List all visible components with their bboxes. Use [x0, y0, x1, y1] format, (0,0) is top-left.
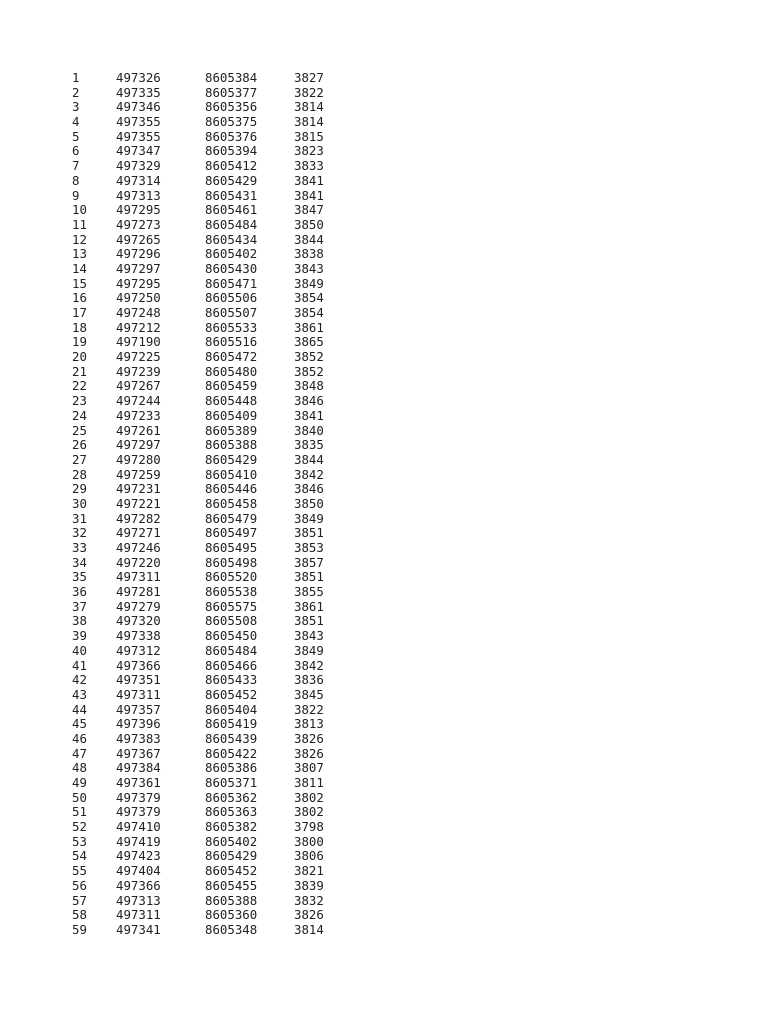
value-b-cell: 8605484 — [205, 642, 258, 658]
value-b-cell: 8605533 — [205, 319, 258, 335]
row-index-cell: 32 — [72, 525, 87, 541]
value-b-cell: 8605461 — [205, 202, 258, 218]
value-b-cell: 8605455 — [205, 877, 258, 893]
value-b-cell: 8605450 — [205, 628, 258, 644]
row-index-cell: 40 — [72, 642, 87, 658]
value-a-cell: 497233 — [116, 407, 161, 423]
value-b-cell: 8605376 — [205, 128, 258, 144]
value-b-cell: 8605419 — [205, 716, 258, 732]
value-b-cell: 8605389 — [205, 422, 258, 438]
row-index-cell: 5 — [72, 128, 80, 144]
value-c-cell: 3840 — [294, 422, 324, 438]
row-index-cell: 4 — [72, 114, 80, 130]
value-c-cell: 3798 — [294, 819, 324, 835]
value-a-cell: 497357 — [116, 701, 161, 717]
row-index-cell: 28 — [72, 466, 87, 482]
row-index-cell: 22 — [72, 378, 87, 394]
value-b-cell: 8605360 — [205, 907, 258, 923]
row-index-cell: 8 — [72, 172, 80, 188]
row-index-cell: 45 — [72, 716, 87, 732]
row-index-cell: 27 — [72, 451, 87, 467]
value-a-cell: 497250 — [116, 290, 161, 306]
row-index-cell: 44 — [72, 701, 87, 717]
value-b-cell: 8605384 — [205, 70, 258, 85]
value-b-cell: 8605507 — [205, 305, 258, 320]
value-b-cell: 8605362 — [205, 789, 258, 805]
value-b-cell: 8605409 — [205, 407, 258, 423]
row-index-cell: 10 — [72, 202, 87, 218]
row-index-cell: 55 — [72, 863, 87, 879]
value-b-cell: 8605404 — [205, 701, 258, 717]
value-c-cell: 3839 — [294, 877, 324, 893]
value-a-cell: 497366 — [116, 657, 161, 673]
value-a-cell: 497384 — [116, 760, 161, 776]
value-a-cell: 497326 — [116, 70, 161, 85]
value-c-cell: 3854 — [294, 305, 324, 320]
value-c-cell: 3861 — [294, 598, 324, 614]
value-b-cell: 8605575 — [205, 598, 258, 614]
value-a-cell: 497329 — [116, 158, 161, 174]
value-a-cell: 497320 — [116, 613, 161, 629]
value-b-cell: 8605471 — [205, 275, 258, 291]
value-a-cell: 497239 — [116, 363, 161, 379]
value-a-cell: 497259 — [116, 466, 161, 482]
row-index-cell: 23 — [72, 393, 87, 409]
value-a-cell: 497280 — [116, 451, 161, 467]
value-c-cell: 3843 — [294, 260, 324, 276]
row-index-cell: 12 — [72, 231, 87, 247]
value-b-cell: 8605520 — [205, 569, 258, 585]
value-c-cell: 3843 — [294, 628, 324, 644]
value-b-cell: 8605430 — [205, 260, 258, 276]
value-c-cell: 3807 — [294, 760, 324, 776]
value-a-cell: 497244 — [116, 393, 161, 409]
value-c-cell: 3814 — [294, 921, 324, 937]
value-b-cell: 8605348 — [205, 921, 258, 937]
value-a-cell: 497225 — [116, 349, 161, 365]
row-index-cell: 53 — [72, 833, 87, 849]
value-b-cell: 8605497 — [205, 525, 258, 541]
value-c-cell: 3842 — [294, 657, 324, 673]
value-b-cell: 8605386 — [205, 760, 258, 776]
row-index-cell: 34 — [72, 554, 87, 570]
row-index-cell: 41 — [72, 657, 87, 673]
value-b-cell: 8605506 — [205, 290, 258, 306]
value-b-cell: 8605452 — [205, 686, 258, 702]
value-a-cell: 497265 — [116, 231, 161, 247]
value-c-cell: 3814 — [294, 99, 324, 115]
row-index-cell: 38 — [72, 613, 87, 629]
value-b-cell: 8605402 — [205, 246, 258, 262]
value-b-cell: 8605410 — [205, 466, 258, 482]
value-a-cell: 497346 — [116, 99, 161, 115]
value-c-cell: 3822 — [294, 701, 324, 717]
value-c-cell: 3813 — [294, 716, 324, 732]
value-c-cell: 3822 — [294, 84, 324, 100]
row-index-cell: 9 — [72, 187, 80, 203]
value-b-cell: 8605402 — [205, 833, 258, 849]
value-a-cell: 497366 — [116, 877, 161, 893]
value-a-cell: 497383 — [116, 730, 161, 746]
row-index-cell: 50 — [72, 789, 87, 805]
value-a-cell: 497295 — [116, 202, 161, 218]
value-b-cell: 8605356 — [205, 99, 258, 115]
row-index-cell: 26 — [72, 437, 87, 453]
row-index-cell: 13 — [72, 246, 87, 262]
value-c-cell: 3849 — [294, 275, 324, 291]
value-a-cell: 497379 — [116, 789, 161, 805]
row-index-cell: 31 — [72, 510, 87, 526]
value-b-cell: 8605377 — [205, 84, 258, 100]
value-a-cell: 497281 — [116, 584, 161, 600]
value-b-cell: 8605394 — [205, 143, 258, 159]
row-index-cell: 33 — [72, 540, 87, 555]
value-b-cell: 8605498 — [205, 554, 258, 570]
value-a-cell: 497221 — [116, 495, 161, 511]
value-c-cell: 3849 — [294, 642, 324, 658]
value-b-cell: 8605538 — [205, 584, 258, 600]
value-b-cell: 8605382 — [205, 819, 258, 835]
value-c-cell: 3826 — [294, 907, 324, 923]
value-c-cell: 3841 — [294, 172, 324, 188]
value-a-cell: 497404 — [116, 863, 161, 879]
value-c-cell: 3854 — [294, 290, 324, 306]
value-a-cell: 497296 — [116, 246, 161, 262]
value-b-cell: 8605480 — [205, 363, 258, 379]
value-a-cell: 497379 — [116, 804, 161, 820]
value-b-cell: 8605466 — [205, 657, 258, 673]
value-a-cell: 497313 — [116, 187, 161, 203]
value-a-cell: 497367 — [116, 745, 161, 761]
row-index-cell: 52 — [72, 819, 87, 835]
value-a-cell: 497311 — [116, 569, 161, 585]
value-a-cell: 497338 — [116, 628, 161, 644]
value-b-cell: 8605508 — [205, 613, 258, 629]
value-b-cell: 8605412 — [205, 158, 258, 174]
value-a-cell: 497410 — [116, 819, 161, 835]
value-b-cell: 8605371 — [205, 775, 258, 790]
value-a-cell: 497396 — [116, 716, 161, 732]
value-a-cell: 497297 — [116, 437, 161, 453]
value-a-cell: 497231 — [116, 481, 161, 497]
value-b-cell: 8605472 — [205, 349, 258, 365]
value-b-cell: 8605433 — [205, 672, 258, 688]
value-c-cell: 3815 — [294, 128, 324, 144]
value-a-cell: 497423 — [116, 848, 161, 864]
value-b-cell: 8605448 — [205, 393, 258, 409]
value-a-cell: 497267 — [116, 378, 161, 394]
value-a-cell: 497282 — [116, 510, 161, 526]
value-b-cell: 8605495 — [205, 540, 258, 555]
value-c-cell: 3814 — [294, 114, 324, 130]
value-c-cell: 3841 — [294, 407, 324, 423]
row-index-cell: 47 — [72, 745, 87, 761]
value-c-cell: 3842 — [294, 466, 324, 482]
row-index-cell: 7 — [72, 158, 80, 174]
value-a-cell: 497297 — [116, 260, 161, 276]
value-c-cell: 3821 — [294, 863, 324, 879]
value-c-cell: 3823 — [294, 143, 324, 159]
value-b-cell: 8605516 — [205, 334, 258, 350]
value-c-cell: 3849 — [294, 510, 324, 526]
value-b-cell: 8605429 — [205, 848, 258, 864]
value-c-cell: 3855 — [294, 584, 324, 600]
value-a-cell: 497279 — [116, 598, 161, 614]
value-c-cell: 3850 — [294, 495, 324, 511]
value-c-cell: 3847 — [294, 202, 324, 218]
row-index-cell: 24 — [72, 407, 87, 423]
value-a-cell: 497295 — [116, 275, 161, 291]
value-a-cell: 497312 — [116, 642, 161, 658]
row-index-cell: 29 — [72, 481, 87, 497]
row-index-cell: 6 — [72, 143, 80, 159]
row-index-cell: 17 — [72, 305, 87, 320]
value-c-cell: 3811 — [294, 775, 324, 790]
value-a-cell: 497313 — [116, 892, 161, 908]
row-index-cell: 35 — [72, 569, 87, 585]
value-c-cell: 3833 — [294, 158, 324, 174]
row-index-cell: 43 — [72, 686, 87, 702]
value-a-cell: 497261 — [116, 422, 161, 438]
value-b-cell: 8605375 — [205, 114, 258, 130]
row-index-cell: 39 — [72, 628, 87, 644]
value-c-cell: 3838 — [294, 246, 324, 262]
row-index-cell: 59 — [72, 921, 87, 937]
row-index-cell: 49 — [72, 775, 87, 790]
value-c-cell: 3844 — [294, 231, 324, 247]
value-a-cell: 497361 — [116, 775, 161, 790]
value-b-cell: 8605431 — [205, 187, 258, 203]
value-c-cell: 3835 — [294, 437, 324, 453]
value-c-cell: 3845 — [294, 686, 324, 702]
value-a-cell: 497419 — [116, 833, 161, 849]
value-b-cell: 8605434 — [205, 231, 258, 247]
value-c-cell: 3806 — [294, 848, 324, 864]
value-a-cell: 497341 — [116, 921, 161, 937]
value-b-cell: 8605484 — [205, 216, 258, 232]
value-b-cell: 8605458 — [205, 495, 258, 511]
value-b-cell: 8605479 — [205, 510, 258, 526]
value-a-cell: 497248 — [116, 305, 161, 320]
value-b-cell: 8605459 — [205, 378, 258, 394]
value-b-cell: 8605429 — [205, 172, 258, 188]
row-index-cell: 36 — [72, 584, 87, 600]
row-index-cell: 11 — [72, 216, 87, 232]
value-a-cell: 497220 — [116, 554, 161, 570]
value-a-cell: 497355 — [116, 128, 161, 144]
value-c-cell: 3846 — [294, 393, 324, 409]
value-c-cell: 3802 — [294, 789, 324, 805]
row-index-cell: 2 — [72, 84, 80, 100]
row-index-cell: 42 — [72, 672, 87, 688]
row-index-cell: 19 — [72, 334, 87, 350]
row-index-cell: 15 — [72, 275, 87, 291]
value-c-cell: 3848 — [294, 378, 324, 394]
value-c-cell: 3836 — [294, 672, 324, 688]
value-a-cell: 497246 — [116, 540, 161, 555]
value-a-cell: 497335 — [116, 84, 161, 100]
row-index-cell: 58 — [72, 907, 87, 923]
row-index-cell: 21 — [72, 363, 87, 379]
row-index-cell: 1 — [72, 70, 80, 85]
row-index-cell: 16 — [72, 290, 87, 306]
value-b-cell: 8605363 — [205, 804, 258, 820]
value-c-cell: 3826 — [294, 730, 324, 746]
value-c-cell: 3861 — [294, 319, 324, 335]
value-b-cell: 8605439 — [205, 730, 258, 746]
value-b-cell: 8605388 — [205, 892, 258, 908]
value-c-cell: 3853 — [294, 540, 324, 555]
value-c-cell: 3851 — [294, 613, 324, 629]
value-c-cell: 3865 — [294, 334, 324, 350]
row-index-cell: 57 — [72, 892, 87, 908]
value-c-cell: 3850 — [294, 216, 324, 232]
value-c-cell: 3826 — [294, 745, 324, 761]
value-b-cell: 8605422 — [205, 745, 258, 761]
value-c-cell: 3846 — [294, 481, 324, 497]
row-index-cell: 20 — [72, 349, 87, 365]
value-c-cell: 3841 — [294, 187, 324, 203]
value-c-cell: 3800 — [294, 833, 324, 849]
value-c-cell: 3832 — [294, 892, 324, 908]
row-index-cell: 46 — [72, 730, 87, 746]
value-c-cell: 3852 — [294, 363, 324, 379]
row-index-cell: 37 — [72, 598, 87, 614]
row-index-cell: 48 — [72, 760, 87, 776]
value-a-cell: 497273 — [116, 216, 161, 232]
row-index-cell: 14 — [72, 260, 87, 276]
value-a-cell: 497355 — [116, 114, 161, 130]
value-c-cell: 3844 — [294, 451, 324, 467]
row-index-cell: 30 — [72, 495, 87, 511]
row-index-cell: 3 — [72, 99, 80, 115]
value-a-cell: 497271 — [116, 525, 161, 541]
row-index-cell: 25 — [72, 422, 87, 438]
value-c-cell: 3802 — [294, 804, 324, 820]
row-index-cell: 18 — [72, 319, 87, 335]
value-b-cell: 8605452 — [205, 863, 258, 879]
value-b-cell: 8605446 — [205, 481, 258, 497]
value-a-cell: 497212 — [116, 319, 161, 335]
value-a-cell: 497311 — [116, 686, 161, 702]
value-a-cell: 497311 — [116, 907, 161, 923]
value-c-cell: 3851 — [294, 525, 324, 541]
value-c-cell: 3857 — [294, 554, 324, 570]
value-c-cell: 3852 — [294, 349, 324, 365]
value-a-cell: 497351 — [116, 672, 161, 688]
value-b-cell: 8605429 — [205, 451, 258, 467]
value-a-cell: 497314 — [116, 172, 161, 188]
value-c-cell: 3851 — [294, 569, 324, 585]
value-a-cell: 497347 — [116, 143, 161, 159]
row-index-cell: 51 — [72, 804, 87, 820]
row-index-cell: 56 — [72, 877, 87, 893]
row-index-cell: 54 — [72, 848, 87, 864]
value-a-cell: 497190 — [116, 334, 161, 350]
value-b-cell: 8605388 — [205, 437, 258, 453]
value-c-cell: 3827 — [294, 70, 324, 85]
